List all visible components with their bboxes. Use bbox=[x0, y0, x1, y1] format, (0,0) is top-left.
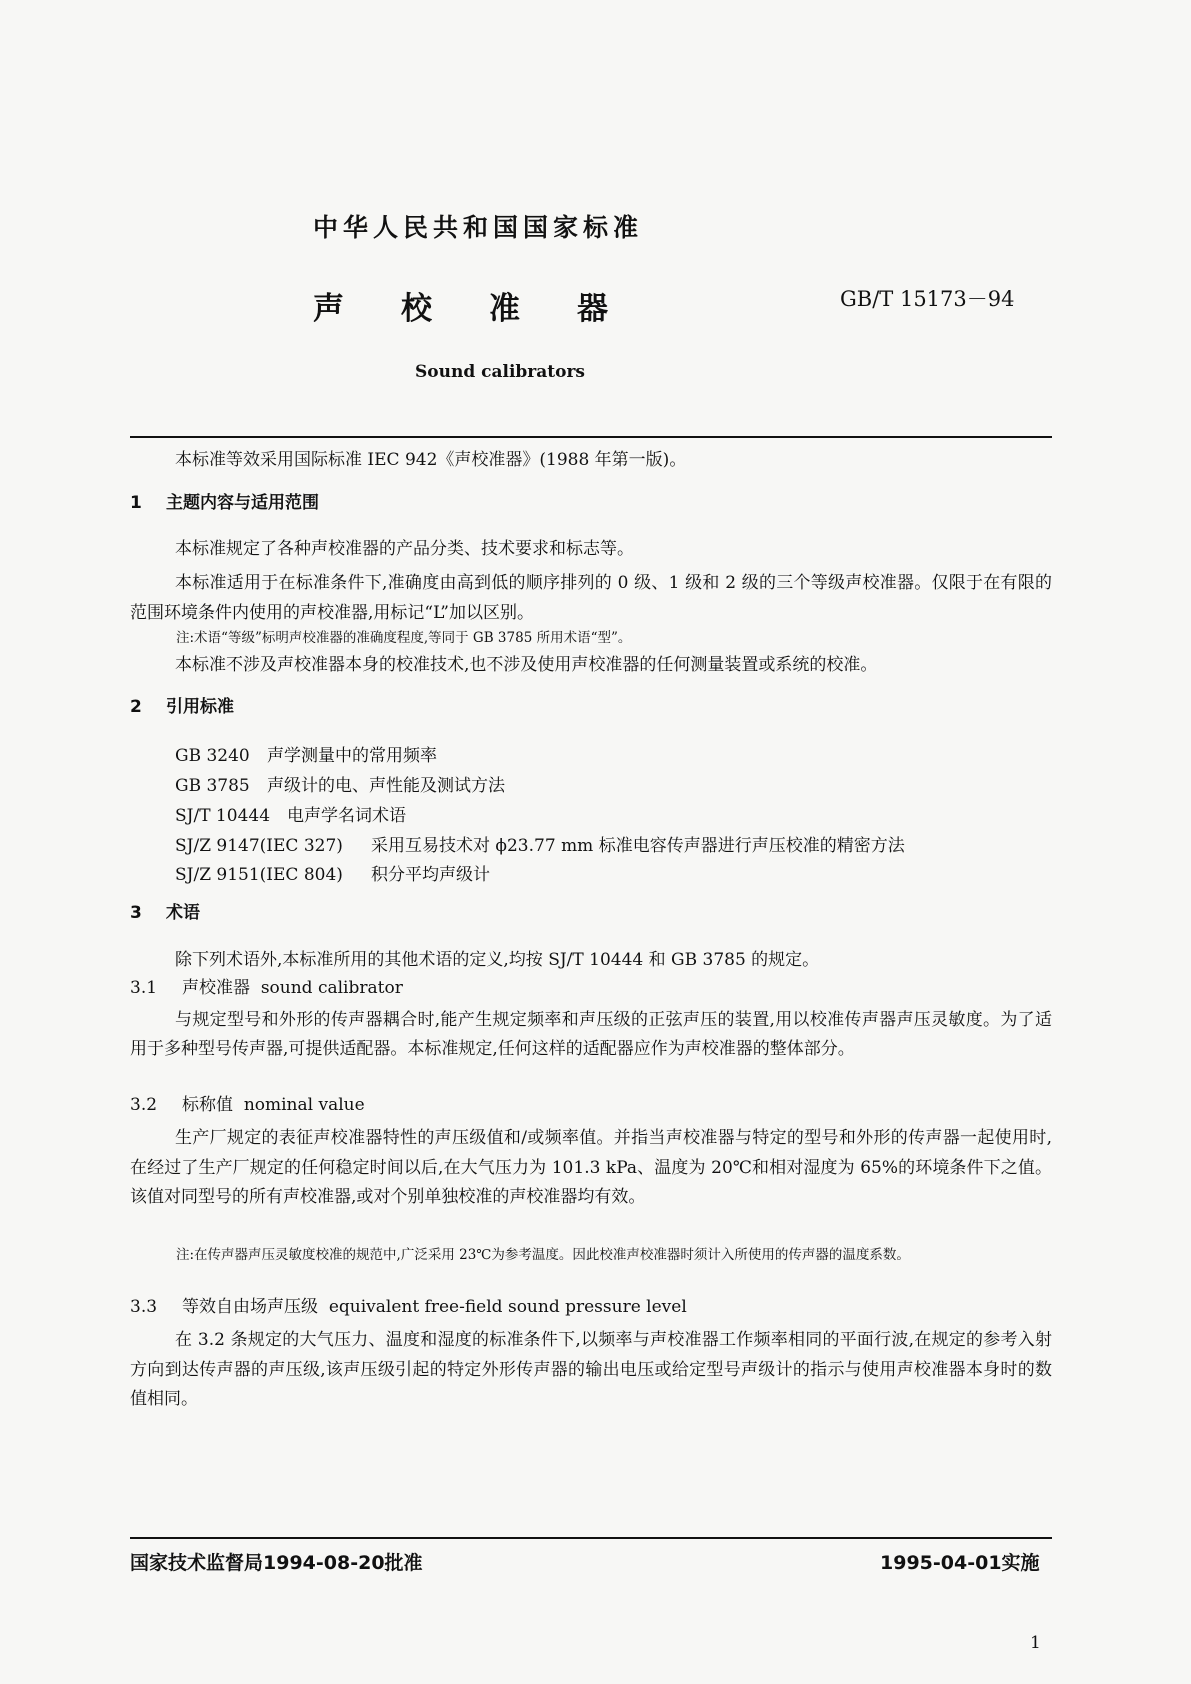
standard-number: GB/T 15173－94 bbox=[840, 287, 1015, 311]
paragraph: 本标准适用于在标准条件下,准确度由高到低的顺序排列的 0 级、1 级和 2 级的三个等级声校准器。仅限于在有限的范围环境条件内使用的声校准器,用标记“L”加以区别。 bbox=[130, 573, 1052, 623]
term-number: 3.2 bbox=[130, 1095, 158, 1115]
preface: 本标准等效采用国际标准 IEC 942《声校准器》(1988 年第一版)。 bbox=[175, 450, 687, 470]
paragraph: 除下列术语外,本标准所用的其他术语的定义,均按 SJ/T 10444 和 GB 3785 的规定。 bbox=[175, 950, 820, 970]
section-title: 术语 bbox=[166, 903, 200, 923]
title-char: 声 bbox=[313, 291, 344, 327]
section-number: 3 bbox=[130, 903, 142, 923]
reference-code: SJ/Z 9151(IEC 804) bbox=[175, 865, 343, 885]
note: 注:术语“等级”标明声校准器的准确度程度,等同于 GB 3785 所用术语“型”。 bbox=[176, 630, 632, 646]
approval-line: 国家技术监督局1994-08-20批准 bbox=[130, 1552, 423, 1574]
section-number: 1 bbox=[130, 493, 142, 513]
section-3-heading bbox=[130, 903, 1052, 924]
term-english: equivalent free-field sound pressure level bbox=[328, 1297, 687, 1317]
paragraph: 本标准不涉及声校准器本身的校准技术,也不涉及使用声校准器的任何测量装置或系统的校准。 bbox=[175, 655, 878, 675]
term-name: 等效自由场声压级 bbox=[182, 1297, 318, 1317]
document-title bbox=[313, 283, 665, 328]
term-3-2-heading bbox=[130, 1095, 1052, 1116]
section-title: 主题内容与适用范围 bbox=[166, 493, 319, 513]
reference-item bbox=[175, 860, 490, 885]
title-char: 准 bbox=[489, 291, 520, 327]
reference-code: GB 3785 bbox=[175, 776, 250, 796]
note: 注:在传声器声压灵敏度校准的规范中,广泛采用 23℃为参考温度。因此校准声校准器时须计入所使用的传声器的温度系数。 bbox=[176, 1247, 910, 1263]
term-definition: 与规定型号和外形的传声器耦合时,能产生规定频率和声压级的正弦声压的装置,用以校准传声器声压灵敏度。为了适用于多种型号传声器,可提供适配器。本标准规定,任何这样的适配器应作为声校准器的整体部分。 bbox=[130, 1010, 1052, 1059]
section-2-heading bbox=[130, 697, 1052, 718]
section-title: 引用标准 bbox=[166, 697, 234, 717]
term-definition: 在 3.2 条规定的大气压力、温度和湿度的标准条件下,以频率与声校准器工作频率相同的平面行波,在规定的参考入射方向到达传声器的声压级,该声压级引起的特定外形传声器的输出电压或给定型号声级计的指示与使用声校准器本身时的数值相同。 bbox=[130, 1330, 1052, 1409]
term-number: 3.3 bbox=[130, 1297, 158, 1317]
reference-item bbox=[175, 771, 505, 796]
reference-title: 声学测量中的常用频率 bbox=[267, 746, 437, 766]
effective-date: 1995-04-01实施 bbox=[880, 1552, 1040, 1574]
title-char: 校 bbox=[401, 291, 432, 327]
page-number: 1 bbox=[1030, 1633, 1041, 1653]
reference-code: SJ/T 10444 bbox=[175, 806, 271, 826]
reference-item bbox=[175, 741, 437, 766]
term-name: 标称值 bbox=[182, 1095, 233, 1115]
paragraph: 本标准规定了各种声校准器的产品分类、技术要求和标志等。 bbox=[175, 539, 634, 559]
term-3-1-heading bbox=[130, 978, 1052, 999]
english-title: Sound calibrators bbox=[415, 362, 585, 382]
term-english: nominal value bbox=[243, 1095, 365, 1115]
reference-item bbox=[175, 831, 905, 856]
section-number: 2 bbox=[130, 697, 142, 717]
reference-title: 采用互易技术对 ϕ23.77 mm 标准电容传声器进行声压校准的精密方法 bbox=[371, 836, 905, 856]
reference-title: 积分平均声级计 bbox=[371, 865, 490, 885]
footer-divider bbox=[130, 1537, 1052, 1539]
reference-code: SJ/Z 9147(IEC 327) bbox=[175, 836, 343, 856]
reference-title: 声级计的电、声性能及测试方法 bbox=[267, 776, 505, 796]
term-number: 3.1 bbox=[130, 978, 158, 998]
reference-code: GB 3240 bbox=[175, 746, 250, 766]
reference-item bbox=[175, 801, 406, 826]
term-3-3-heading bbox=[130, 1297, 1052, 1318]
reference-title: 电声学名词术语 bbox=[287, 806, 406, 826]
section-1-heading bbox=[130, 493, 1052, 514]
term-name: 声校准器 bbox=[182, 978, 250, 998]
national-standard-heading: 中华人民共和国国家标准 bbox=[313, 213, 644, 242]
title-char: 器 bbox=[577, 291, 608, 327]
header-divider bbox=[130, 436, 1052, 438]
term-english: sound calibrator bbox=[260, 978, 403, 998]
term-definition: 生产厂规定的表征声校准器特性的声压级值和/或频率值。并指当声校准器与特定的型号和外形的传声器一起使用时,在经过了生产厂规定的任何稳定时间以后,在大气压力为 101.3 kPa、温度为 20℃和相对湿度为 65%的环境条件下之值。该值对同型号的所有声校准器,或对个别单独校准的声校准器均有效。 bbox=[130, 1128, 1052, 1207]
